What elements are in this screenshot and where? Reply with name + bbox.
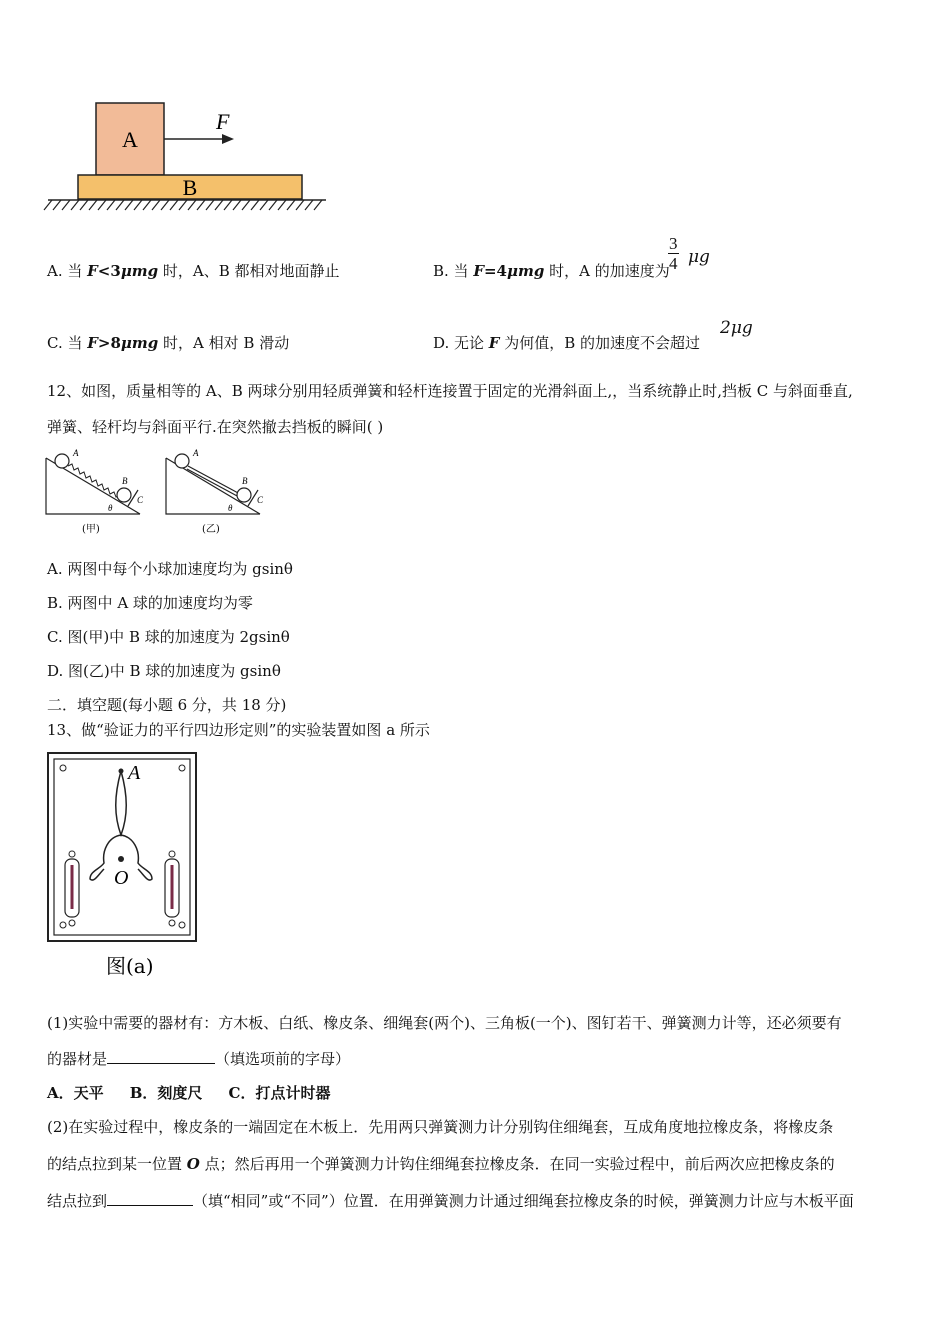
hatch-mark xyxy=(296,200,304,210)
hatch-mark xyxy=(224,200,232,210)
ball-a-left xyxy=(55,454,69,468)
hatch-mark xyxy=(89,200,97,210)
incline-right xyxy=(166,448,264,535)
hatch-mark xyxy=(161,200,169,210)
hatch-mark xyxy=(260,200,268,210)
answer-blank-1[interactable] xyxy=(107,1051,215,1064)
section-heading: 二．填空题(每小题 6 分，共 18 分) xyxy=(47,696,287,714)
q13-part1-line1: (1)实验中需要的器材有：方木板、白纸、橡皮条、细绳套(两个)、三角板(一个)、图钉若干、弹簧测力计等，还必须要有 xyxy=(47,1014,842,1032)
q13-title: 13、做“验证力的平行四边形定则”的实验装置如图 a 所示 xyxy=(47,721,430,739)
ball-b-left xyxy=(117,488,131,502)
hatch-mark xyxy=(215,200,223,210)
hatch-mark xyxy=(143,200,151,210)
svg-text:C: C xyxy=(257,495,264,505)
hatch-mark xyxy=(314,200,322,210)
q12-option-d: D. 图(乙)中 B 球的加速度为 gsinθ xyxy=(47,662,281,680)
block-a-label: A xyxy=(122,127,138,152)
q12-option-c: C. 图(甲)中 B 球的加速度为 2gsinθ xyxy=(47,628,290,646)
figure-a-caption: 图(a) xyxy=(106,954,154,978)
svg-text:B: B xyxy=(122,476,128,486)
q11-option-d: D. 无论 F 为何值，B 的加速度不会超过 xyxy=(433,334,701,352)
q13-part2-line2: 的结点拉到某一位置 O 点；然后再用一个弹簧测力计钩住细绳套拉橡皮条．在同一实验过程中，前后两次应把橡皮条的 xyxy=(47,1155,835,1173)
incline-left xyxy=(46,448,144,535)
svg-text:B: B xyxy=(242,476,248,486)
hatch-mark xyxy=(188,200,196,210)
answer-blank-2[interactable] xyxy=(107,1193,193,1206)
fig-caption-jia: (甲) xyxy=(82,524,100,535)
block-figure xyxy=(40,95,340,220)
hatch-mark xyxy=(242,200,250,210)
hatch-mark xyxy=(233,200,241,210)
hatch-mark xyxy=(179,200,187,210)
q13-part2-line3: 结点拉到 （填“相同”或“不同”）位置．在用弹簧测力计通过细绳套拉橡皮条的时候，弹簧测力计应与木板平面 xyxy=(47,1192,854,1210)
ground-hatch xyxy=(44,200,322,210)
hatch-mark xyxy=(125,200,133,210)
hatch-mark xyxy=(278,200,286,210)
hatch-mark xyxy=(62,200,70,210)
point-o xyxy=(118,856,124,862)
board-figure xyxy=(46,751,200,983)
svg-text:θ: θ xyxy=(108,503,113,513)
force-arrow-head xyxy=(222,134,234,144)
hatch-mark xyxy=(80,200,88,210)
plank-b-label: B xyxy=(182,175,198,200)
q11-option-c: C. 当 F>8μmg 时，A 相对 B 滑动 xyxy=(47,334,290,352)
hatch-mark xyxy=(269,200,277,210)
hatch-mark xyxy=(287,200,295,210)
rod-right xyxy=(188,466,240,494)
hatch-mark xyxy=(53,200,61,210)
q13-choices: A．天平 B．刻度尺 C．打点计时器 xyxy=(47,1084,331,1102)
incline-figures xyxy=(40,448,280,540)
hatch-mark xyxy=(71,200,79,210)
q11-option-a: A. 当 F<3μmg 时，A、B 都相对地面静止 xyxy=(47,262,340,280)
q12-stem-line2: 弹簧、轻杆均与斜面平行.在突然撤去挡板的瞬间( ) xyxy=(47,418,384,436)
svg-text:A: A xyxy=(193,448,199,458)
spring-left xyxy=(68,464,120,497)
fraction-tail-mu-g: μg xyxy=(688,247,710,267)
ball-a-right xyxy=(175,454,189,468)
max-accel-2mug: 2μg xyxy=(720,318,753,338)
hatch-mark xyxy=(305,200,313,210)
q13-part1-line2: 的器材是 （填选项前的字母） xyxy=(47,1050,351,1068)
ball-b-right xyxy=(237,488,251,502)
fig-caption-yi: (乙) xyxy=(202,524,220,535)
q12-option-b: B. 两图中 A 球的加速度均为零 xyxy=(47,594,253,612)
hatch-mark xyxy=(152,200,160,210)
hatch-mark xyxy=(251,200,259,210)
hatch-mark xyxy=(44,200,52,210)
hatch-mark xyxy=(134,200,142,210)
q13-part2-line1: (2)在实验过程中，橡皮条的一端固定在木板上．先用两只弹簧测力计分别钩住细绳套，互成角度地拉橡皮条，将橡皮条 xyxy=(47,1118,834,1136)
svg-text:θ: θ xyxy=(228,503,233,513)
hatch-mark xyxy=(98,200,106,210)
hatch-mark xyxy=(170,200,178,210)
svg-text:C: C xyxy=(137,495,144,505)
fraction-three-quarters: $\frac{3}{4}$ xyxy=(669,234,678,273)
hatch-mark xyxy=(197,200,205,210)
q12-stem-line1: 12、如图，质量相等的 A、B 两球分别用轻质弹簧和轻杆连接置于固定的光滑斜面上,，当系统静止时,挡板 C 与斜面垂直, xyxy=(47,382,853,400)
hatch-mark xyxy=(107,200,115,210)
hatch-mark xyxy=(116,200,124,210)
spring-scale-right xyxy=(165,851,179,926)
force-label: F xyxy=(216,109,230,134)
q11-option-b: B. 当 F=4μmg 时，A 的加速度为 xyxy=(433,262,670,280)
label-a: A xyxy=(128,762,141,784)
q12-option-a: A. 两图中每个小球加速度均为 gsinθ xyxy=(47,560,293,578)
label-o: O xyxy=(114,867,129,889)
spring-scale-left xyxy=(65,851,79,926)
hatch-mark xyxy=(206,200,214,210)
svg-text:A: A xyxy=(73,448,79,458)
